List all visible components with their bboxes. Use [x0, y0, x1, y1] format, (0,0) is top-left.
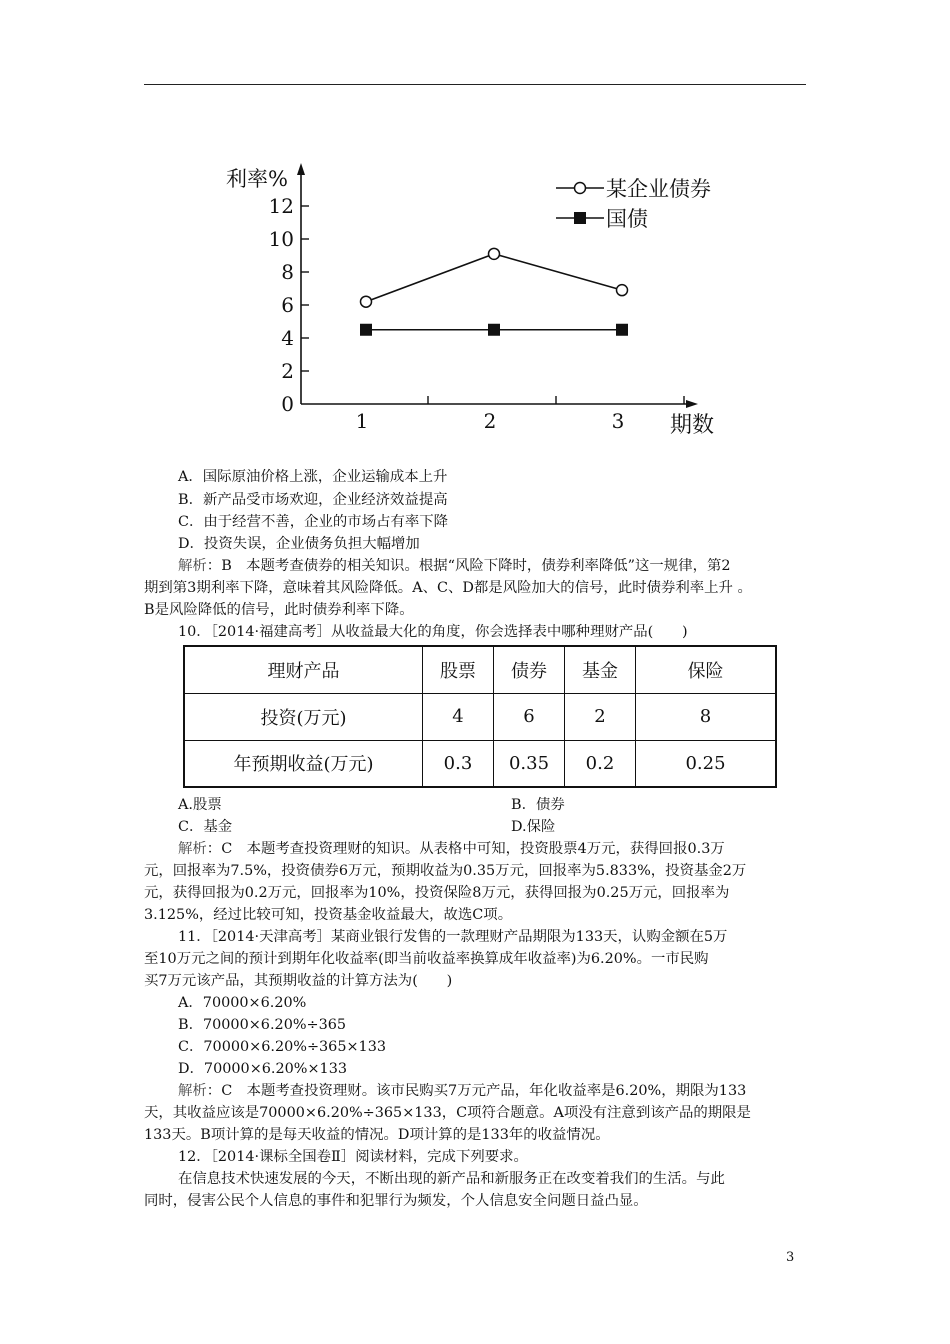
table-header-cell: 基金 [565, 646, 636, 693]
table-cell: 投资(万元) [184, 693, 423, 740]
q9-analysis-line-3: B是风险降低的信号，此时债券利率下降。 [144, 602, 414, 618]
analysis-tag: 解析 [178, 1083, 207, 1099]
y-tick-label: 10 [268, 227, 294, 251]
q12-material-line-1: 在信息技术快速发展的今天，不断出现的新产品和新服务正在改变着我们的生活。与此 [178, 1171, 725, 1187]
q11-stem-line-1: 11．［2014·天津高考］某商业银行发售的一款理财产品期限为133天，认购金额在5万 [178, 929, 728, 945]
q9-option-b: B．新产品受市场欢迎，企业经济效益提高 [178, 492, 448, 508]
legend-label-corp: 某企业债券 [606, 177, 711, 201]
q9-option-a: A．国际原油价格上涨，企业运输成本上升 [178, 469, 448, 485]
legend-marker-corp [575, 183, 586, 194]
table-header-cell: 债券 [494, 646, 565, 693]
y-tick-label: 6 [281, 293, 294, 317]
q11-stem-line-2: 至10万元之间的预计到期年化收益率(即当前收益率换算成年收益率)为6.20%。一市民购 [144, 951, 709, 967]
q12-stem: 12．［2014·课标全国卷Ⅱ］阅读材料，完成下列要求。 [178, 1149, 528, 1165]
q10-analysis-line-2: 元，回报率为7.5%，投资债券6万元，预期收益为0.35万元，回报率为5.833%，投资基金2万 [144, 863, 747, 879]
q10-stem: 10．［2014·福建高考］从收益最大化的角度，你会选择表中哪种理财产品( ) [178, 624, 688, 640]
x-ticks [356, 396, 684, 433]
q9-analysis-line-1: 解析：B 本题考查债券的相关知识。根据“风险下降时，债券利率降低”这一规律，第2 [178, 558, 731, 574]
q11-analysis-line-3: 133天。B项计算的是每天收益的情况。D项计算的是133年的收益情况。 [144, 1127, 610, 1143]
legend-label-treasury: 国债 [606, 207, 648, 231]
data-point-treasury-bond [488, 324, 500, 336]
q10-analysis-line-3: 元，获得回报为0.2万元，回报率为10%，投资保险8万元，获得回报为0.25万元，回报率为 [144, 885, 730, 901]
q11-option-b: B．70000×6.20%÷365 [178, 1017, 347, 1033]
series-line-corporate-bond [366, 254, 622, 302]
x-tick-label: 1 [355, 409, 369, 433]
q9-analysis-line-2: 期到第3期利率下降，意味着其风险降低。A、C、D都是风险加大的信号，此时债券利率上升 。 [144, 580, 752, 596]
analysis-tag: 解析 [178, 841, 207, 857]
y-tick-label: 2 [281, 359, 294, 383]
table-header-cell: 保险 [636, 646, 777, 693]
q10-option-c: C．基金 [178, 819, 233, 835]
series-markers [360, 248, 628, 335]
table-cell: 0.25 [636, 740, 777, 787]
series-lines [366, 254, 622, 330]
q11-stem-line-3: 买7万元该产品，其预期收益的计算方法为( ) [144, 973, 453, 989]
legend-marker-treasury [574, 212, 586, 224]
chart-legend [556, 177, 711, 231]
analysis-tag: 解析 [178, 558, 207, 574]
table-header-row [184, 646, 776, 693]
table-cell: 8 [636, 693, 777, 740]
table-cell: 0.35 [494, 740, 565, 787]
q10-analysis-line-1: 解析：C 本题考查投资理财的知识。从表格中可知，投资股票4万元，获得回报0.3万 [178, 841, 725, 857]
y-axis-arrow [297, 163, 305, 175]
data-point-corporate-bond [361, 296, 372, 307]
y-tick-label: 4 [281, 326, 294, 350]
data-point-treasury-bond [616, 324, 628, 336]
table-header-cell: 理财产品 [184, 646, 423, 693]
y-tick-label: 12 [268, 194, 294, 218]
page-number: 3 [786, 1250, 795, 1265]
table-cell: 0.2 [565, 740, 636, 787]
q9-option-d: D．投资失误，企业债务负担大幅增加 [178, 536, 420, 552]
y-axis-label: 利率% [226, 167, 288, 191]
q11-option-a: A．70000×6.20% [178, 995, 307, 1011]
table-header-cell: 股票 [423, 646, 494, 693]
data-point-corporate-bond [489, 248, 500, 259]
interest-rate-chart [0, 0, 950, 460]
table-cell: 0.3 [423, 740, 494, 787]
table-cell: 4 [423, 693, 494, 740]
q10-option-d: D.保险 [511, 819, 556, 835]
table-row [184, 693, 776, 740]
q11-option-d: D．70000×6.20%×133 [178, 1061, 348, 1077]
q11-analysis-line-2: 天，其收益应该是70000×6.20%÷365×133，C项符合题意。A项没有注意到该产品的期限是 [144, 1105, 751, 1121]
y-tick-label: 0 [281, 392, 294, 416]
table-cell: 2 [565, 693, 636, 740]
y-tick-label: 8 [281, 260, 294, 284]
table-cell: 年预期收益(万元) [184, 740, 423, 787]
q10-analysis-line-4: 3.125%，经过比较可知，投资基金收益最大，故选C项。 [144, 907, 513, 923]
financial-products-table [183, 645, 777, 788]
q12-material-line-2: 同时，侵害公民个人信息的事件和犯罪行为频发，个人信息安全问题日益凸显。 [144, 1193, 648, 1209]
table-row [184, 740, 776, 787]
q9-option-c: C．由于经营不善，企业的市场占有率下降 [178, 514, 449, 530]
x-axis-arrow [686, 400, 698, 408]
x-tick-label: 2 [483, 409, 497, 433]
q10-option-b: B．债券 [511, 797, 565, 813]
q11-analysis-line-1: 解析：C 本题考查投资理财。该市民购买7万元产品，年化收益率是6.20%，期限为133 [178, 1083, 747, 1099]
q11-option-c: C．70000×6.20%÷365×133 [178, 1039, 387, 1055]
x-axis-label: 期数 [670, 413, 715, 438]
q10-option-a: A.股票 [178, 797, 222, 813]
data-point-corporate-bond [617, 285, 628, 296]
x-tick-label: 3 [611, 409, 625, 433]
y-ticks [269, 194, 309, 416]
data-point-treasury-bond [360, 324, 372, 336]
table-cell: 6 [494, 693, 565, 740]
